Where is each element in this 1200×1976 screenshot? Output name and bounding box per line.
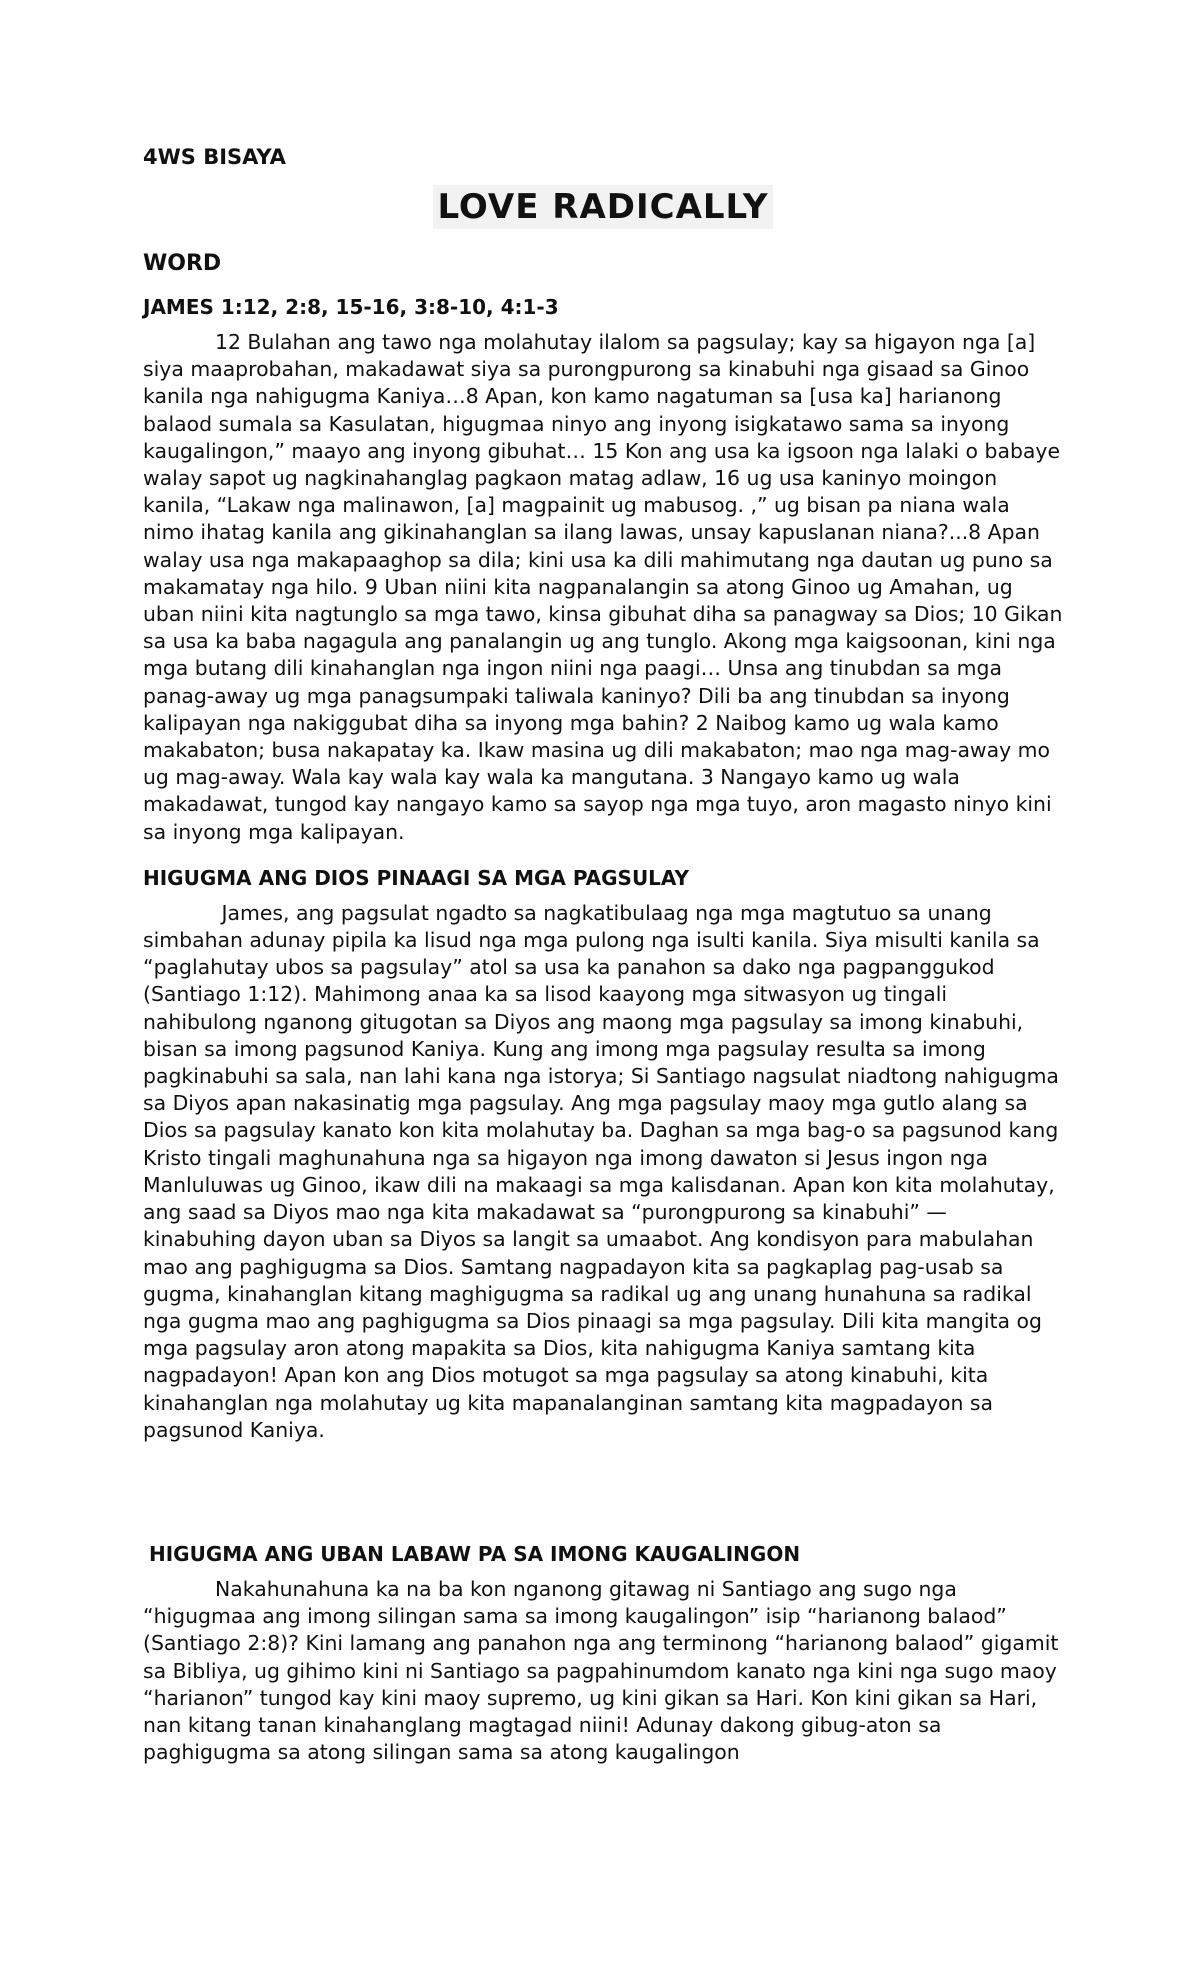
title-wrapper <box>143 185 1063 229</box>
section-text-others: Nakahunahuna ka na ba kon nganong gitawag ni Santiago ang sugo nga “higugmaa ang imong silingan sama sa imong kaugalingon” isip “harianong balaod” (Santiago 2:8)? Kini lamang ang panahon nga ang terminong “harianong balaod” gigamit sa Bibliya, ug gihimo kini ni Santiago sa pagpahinumdom kanato nga kini nga sugo maoy “harianon” tungod kay kini maoy supremo, ug kini gikan sa Hari. Kon kini gikan sa Hari, nan kitang tanan kinahanglang magtagad niini! Adunay dakong gibug-aton sa paghigugma sa atong silingan sama sa atong kaugalingon <box>143 1576 1059 1765</box>
section-heading-trials: HIGUGMA ANG DIOS PINAAGI SA MGA PAGSULAY <box>143 865 689 890</box>
scripture-paragraph <box>143 329 1063 846</box>
document-page <box>143 135 1063 1766</box>
section-heading-others: HIGUGMA ANG UBAN LABAW PA SA IMONG KAUGALINGON <box>149 1541 801 1566</box>
word-heading: WORD <box>143 251 222 276</box>
scripture-reference: JAMES 1:12, 2:8, 15-16, 3:8-10, 4:1-3 <box>143 295 559 319</box>
section-paragraph-trials <box>143 900 1063 1444</box>
section-paragraph-others <box>143 1576 1063 1766</box>
org-label: 4WS BISAYA <box>143 145 286 169</box>
section-text-trials: James, ang pagsulat ngadto sa nagkatibulaag nga mga magtutuo sa unang simbahan adunay pipila ka lisud nga mga pulong nga isulti kanila. Siya misulti kanila sa “paglahutay ubos sa pagsulay” atol sa usa ka panahon sa dako nga pagpanggukod (Santiago 1:12). Mahimong anaa ka sa lisod kaayong mga sitwasyon ug tingali nahibulong nganong gitugotan sa Diyos ang maong mga pagsulay sa imong kinabuhi, bisan sa imong pagsunod Kaniya. Kung ang imong mga pagsulay resulta sa imong pagkinabuhi sa sala, nan lahi kana nga istorya; Si Santiago nagsulat niadtong nahigugma sa Diyos apan nakasinatig mga pagsulay. Ang mga pagsulay maoy mga gutlo alang sa Dios sa pagsulay kanato kon kita molahutay ba. Daghan sa mga bag-o sa pagsunod kang Kristo tingali maghunahuna nga sa higayon nga imong dawaton si Jesus ingon nga Manluluwas ug Ginoo, ikaw dili na makaagi sa mga kalisdanan. Apan kon kita molahutay, ang saad sa Diyos mao nga kita makadawat sa “purongpurong sa kinabuhi” — kinabuhing dayon uban sa Diyos sa langit sa umaabot. Ang kondisyon para mabulahan mao ang paghigugma sa Dios. Samtang nagpadayon kita sa pagkaplag pag-usab sa gugma, kinahanglan kitang maghigugma sa radikal ug ang unang hunahuna sa radikal nga gugma mao ang paghigugma sa Dios pinaagi sa mga pagsulay. Dili kita mangita og mga pagsulay aron atong mapakita sa Dios, kita nahigugma Kaniya samtang kita nagpadayon! Apan kon ang Dios motugot sa mga pagsulay sa atong kinabuhi, kita kinahanglan nga molahutay ug kita mapanalanginan samtang kita magpadayon sa pagsunod Kaniya. <box>143 900 1059 1442</box>
scripture-text: 12 Bulahan ang tawo nga molahutay ilalom sa pagsulay; kay sa higayon nga [a] siya maaprobahan, makadawat siya sa purongpurong sa kinabuhi nga gisaad sa Ginoo kanila nga nahigugma Kaniya…8 Apan, kon kamo nagatuman sa [usa ka] harianong balaod sumala sa Kasulatan, higugmaa ninyo ang inyong isigkatawo sama sa inyong kaugalingon,” maayo ang inyong gibuhat… 15 Kon ang usa ka igsoon nga lalaki o babaye walay sapot ug nagkinahanglag pagkaon matag adlaw, 16 ug usa kaninyo moingon kanila, “Lakaw nga malinawon, [a] magpainit ug mabusog. ,” ug bisan pa niana wala nimo ihatag kanila ang gikinahanglan sa ilang lawas, unsay kapuslanan niana?...8 Apan walay usa nga makapaaghop sa dila; kini usa ka dili mahimutang nga dautan ug puno sa makamatay nga hilo. 9 Uban niini kita nagpanalangin sa atong Ginoo ug Amahan, ug uban niini kita nagtunglo sa mga tawo, kinsa gibuhat diha sa panagway sa Dios; 10 Gikan sa usa ka baba nagagula ang panalangin ug ang tunglo. Akong mga kaigsoonan, kini nga mga butang dili kinahanglan nga ingon niini nga paagi… Unsa ang tinubdan sa mga panag-away ug mga panagsumpaki taliwala kaninyo? Dili ba ang tinubdan sa inyong kalipayan nga nakiggubat diha sa inyong mga bahin? 2 Naibog kamo ug wala kamo makabaton; busa nakapatay ka. Ikaw masina ug dili makabaton; mao nga mag-away mo ug mag-away. Wala kay wala kay wala ka mangutana. 3 Nangayo kamo ug wala makadawat, tungod kay nangayo kamo sa sayop nga mga tuyo, aron magasto ninyo kini sa inyong mga kalipayan. <box>143 330 1063 844</box>
document-title: LOVE RADICALLY <box>433 185 772 229</box>
